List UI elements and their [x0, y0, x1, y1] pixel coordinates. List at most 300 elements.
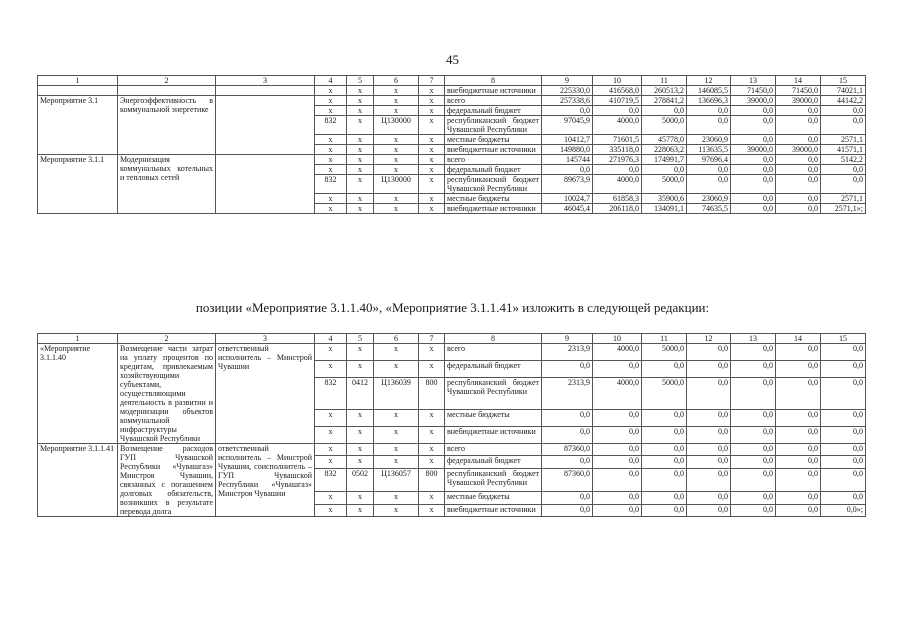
- amount-cell: 61858,3: [593, 194, 642, 204]
- code-cell: x: [347, 96, 374, 106]
- column-number-4: 4: [315, 76, 347, 86]
- column-number-3: 3: [216, 334, 315, 344]
- funding-source: внебюджетные источники: [445, 204, 542, 214]
- measure-name: Мероприятие 3.1.1.41: [38, 444, 118, 517]
- code-cell: x: [315, 360, 347, 377]
- column-number-13: 13: [731, 76, 776, 86]
- funding-source: внебюджетные источники: [445, 86, 542, 96]
- amount-cell: 0,0: [687, 344, 731, 361]
- funding-source: всего: [445, 96, 542, 106]
- code-cell: x: [315, 492, 347, 504]
- amount-cell: 0,0: [821, 344, 866, 361]
- code-cell: x: [419, 155, 445, 165]
- code-cell: x: [315, 444, 347, 456]
- code-cell: x: [315, 135, 347, 145]
- funding-source: республиканский бюджет Чувашской Республики: [445, 175, 542, 194]
- funding-source: местные бюджеты: [445, 135, 542, 145]
- column-number-8: 8: [445, 334, 542, 344]
- code-cell: Ц130000: [374, 175, 419, 194]
- code-cell: 832: [315, 468, 347, 492]
- code-cell: x: [347, 492, 374, 504]
- code-cell: x: [419, 204, 445, 214]
- code-cell: x: [419, 492, 445, 504]
- code-cell: x: [419, 106, 445, 116]
- amount-cell: 5142,2: [821, 155, 866, 165]
- amount-cell: 0,0: [731, 116, 776, 135]
- amount-cell: 4000,0: [593, 116, 642, 135]
- column-number-8: 8: [445, 76, 542, 86]
- measure-name: [38, 86, 118, 96]
- code-cell: 832: [315, 175, 347, 194]
- amount-cell: 2571,1»;: [821, 204, 866, 214]
- amount-cell: 71601,5: [593, 135, 642, 145]
- column-number-6: 6: [374, 334, 419, 344]
- code-cell: x: [374, 427, 419, 444]
- column-number-9: 9: [542, 76, 593, 86]
- amount-cell: 0,0: [731, 204, 776, 214]
- column-number-15: 15: [821, 76, 866, 86]
- amount-cell: 0,0: [776, 106, 821, 116]
- column-number-9: 9: [542, 334, 593, 344]
- funding-source: местные бюджеты: [445, 410, 542, 427]
- funding-source: федеральный бюджет: [445, 360, 542, 377]
- amount-cell: 0,0: [642, 106, 687, 116]
- code-cell: x: [347, 86, 374, 96]
- amount-cell: 113635,5: [687, 145, 731, 155]
- amount-cell: 0,0: [776, 116, 821, 135]
- code-cell: x: [347, 444, 374, 456]
- column-number-2: 2: [118, 76, 216, 86]
- funding-source: внебюджетные источники: [445, 427, 542, 444]
- amount-cell: 0,0: [821, 116, 866, 135]
- amount-cell: 0,0: [731, 444, 776, 456]
- code-cell: x: [374, 444, 419, 456]
- amount-cell: 0,0: [731, 377, 776, 409]
- code-cell: x: [347, 204, 374, 214]
- code-cell: x: [315, 165, 347, 175]
- code-cell: Ц130000: [374, 116, 419, 135]
- amount-cell: 0,0: [731, 468, 776, 492]
- amount-cell: 0,0: [593, 444, 642, 456]
- column-number-12: 12: [687, 76, 731, 86]
- amount-cell: 2571,1: [821, 194, 866, 204]
- amount-cell: 136696,3: [687, 96, 731, 106]
- column-number-14: 14: [776, 76, 821, 86]
- table-row: [38, 344, 866, 361]
- amount-cell: 41571,1: [821, 145, 866, 155]
- amount-cell: 0,0: [687, 175, 731, 194]
- amount-cell: 4000,0: [593, 344, 642, 361]
- amount-cell: 0,0: [821, 360, 866, 377]
- funding-source: республиканский бюджет Чувашской Республики: [445, 468, 542, 492]
- code-cell: x: [347, 344, 374, 361]
- funding-source: республиканский бюджет Чувашской Республики: [445, 116, 542, 135]
- code-cell: x: [374, 96, 419, 106]
- code-cell: x: [374, 204, 419, 214]
- code-cell: x: [419, 427, 445, 444]
- amount-cell: 0,0: [731, 175, 776, 194]
- amount-cell: 0,0: [821, 456, 866, 468]
- amount-cell: 0,0: [731, 504, 776, 516]
- amount-cell: 0,0: [731, 410, 776, 427]
- amount-cell: 45778,0: [642, 135, 687, 145]
- code-cell: x: [374, 344, 419, 361]
- code-cell: x: [347, 116, 374, 135]
- amount-cell: 257338,6: [542, 96, 593, 106]
- amount-cell: 0,0: [593, 504, 642, 516]
- amount-cell: 87360,0: [542, 444, 593, 456]
- amount-cell: 0,0: [642, 468, 687, 492]
- amount-cell: 0,0: [776, 344, 821, 361]
- code-cell: Ц136039: [374, 377, 419, 409]
- amount-cell: 0,0: [776, 444, 821, 456]
- amount-cell: 0,0: [542, 456, 593, 468]
- column-number-3: 3: [216, 76, 315, 86]
- amount-cell: 0,0: [687, 410, 731, 427]
- amount-cell: 0,0: [731, 135, 776, 145]
- amount-cell: 0,0: [776, 360, 821, 377]
- column-number-11: 11: [642, 76, 687, 86]
- code-cell: x: [419, 444, 445, 456]
- code-cell: x: [374, 410, 419, 427]
- code-cell: x: [419, 165, 445, 175]
- column-number-6: 6: [374, 76, 419, 86]
- amount-cell: 0,0: [593, 410, 642, 427]
- amount-cell: 0,0: [776, 175, 821, 194]
- amount-cell: 0,0: [542, 504, 593, 516]
- amount-cell: 74021,1: [821, 86, 866, 96]
- measure-description: Модернизация коммунальных котельных и тепловых сетей: [118, 155, 216, 214]
- amount-cell: 260513,2: [642, 86, 687, 96]
- amount-cell: 0,0»;: [821, 504, 866, 516]
- code-cell: x: [347, 145, 374, 155]
- amount-cell: 46045,4: [542, 204, 593, 214]
- instruction-text: позиции «Мероприятие 3.1.1.40», «Мероприятие 3.1.1.41» изложить в следующей редакции:: [195, 300, 710, 315]
- amount-cell: 0,0: [593, 106, 642, 116]
- amount-cell: 0,0: [593, 165, 642, 175]
- amount-cell: 5000,0: [642, 377, 687, 409]
- amount-cell: 0,0: [687, 165, 731, 175]
- amount-cell: 23060,9: [687, 135, 731, 145]
- column-number-13: 13: [731, 334, 776, 344]
- amount-cell: 0,0: [821, 492, 866, 504]
- column-number-7: 7: [419, 334, 445, 344]
- funding-source: внебюджетные источники: [445, 504, 542, 516]
- code-cell: x: [315, 410, 347, 427]
- amount-cell: 271976,3: [593, 155, 642, 165]
- column-number-11: 11: [642, 334, 687, 344]
- amount-cell: 0,0: [731, 427, 776, 444]
- code-cell: x: [347, 175, 374, 194]
- amount-cell: 39000,0: [776, 145, 821, 155]
- responsible-executor: ответственный исполнитель – Минстрой Чувашии: [216, 344, 315, 444]
- code-cell: x: [374, 86, 419, 96]
- funding-source: внебюджетные источники: [445, 145, 542, 155]
- column-number-10: 10: [593, 334, 642, 344]
- amount-cell: 149880,0: [542, 145, 593, 155]
- amount-cell: 0,0: [642, 456, 687, 468]
- amount-cell: 5000,0: [642, 175, 687, 194]
- amount-cell: 0,0: [542, 492, 593, 504]
- amount-cell: 146085,5: [687, 86, 731, 96]
- code-cell: x: [419, 135, 445, 145]
- amount-cell: 145744: [542, 155, 593, 165]
- code-cell: x: [374, 155, 419, 165]
- table-row: [38, 96, 866, 106]
- amount-cell: 74635,5: [687, 204, 731, 214]
- amount-cell: 5000,0: [642, 116, 687, 135]
- column-number-10: 10: [593, 76, 642, 86]
- amount-cell: 39000,0: [731, 145, 776, 155]
- amount-cell: 0,0: [776, 204, 821, 214]
- column-number-12: 12: [687, 334, 731, 344]
- amount-cell: 0,0: [687, 360, 731, 377]
- responsible-executor: [216, 155, 315, 214]
- amount-cell: 0,0: [542, 410, 593, 427]
- amount-cell: 97696,4: [687, 155, 731, 165]
- table-row: [38, 155, 866, 165]
- column-number-15: 15: [821, 334, 866, 344]
- amount-cell: 0,0: [731, 194, 776, 204]
- amount-cell: 0,0: [821, 444, 866, 456]
- measure-description: Энергоэффективность в коммунальной энергетике: [118, 96, 216, 155]
- code-cell: x: [315, 344, 347, 361]
- code-cell: x: [315, 96, 347, 106]
- responsible-executor: ответственный исполнитель – Минстрой Чувашии, соисполнитель – ГУП Чувашской Республики «Чувашгаз» Минстроя Чувашии: [216, 444, 315, 517]
- amount-cell: 39000,0: [731, 96, 776, 106]
- amount-cell: 228063,2: [642, 145, 687, 155]
- funding-source: федеральный бюджет: [445, 456, 542, 468]
- table-row: [38, 444, 866, 456]
- amount-cell: 0,0: [593, 492, 642, 504]
- amount-cell: 0,0: [776, 504, 821, 516]
- amount-cell: 206118,0: [593, 204, 642, 214]
- code-cell: x: [347, 165, 374, 175]
- amount-cell: 0,0: [642, 410, 687, 427]
- code-cell: x: [347, 410, 374, 427]
- amount-cell: 0,0: [731, 360, 776, 377]
- amount-cell: 0,0: [776, 135, 821, 145]
- amount-cell: 0,0: [687, 468, 731, 492]
- measure-name: Мероприятие 3.1: [38, 96, 118, 155]
- amount-cell: 0,0: [776, 492, 821, 504]
- amount-cell: 0,0: [687, 116, 731, 135]
- amount-cell: 278841,2: [642, 96, 687, 106]
- code-cell: x: [347, 106, 374, 116]
- funding-source: местные бюджеты: [445, 492, 542, 504]
- table2-body: [38, 334, 866, 517]
- amount-cell: 0,0: [687, 377, 731, 409]
- code-cell: x: [419, 504, 445, 516]
- amount-cell: 0,0: [776, 468, 821, 492]
- amount-cell: 335118,0: [593, 145, 642, 155]
- amount-cell: 4000,0: [593, 377, 642, 409]
- code-cell: x: [419, 175, 445, 194]
- measure-description: [118, 86, 216, 96]
- code-cell: x: [315, 504, 347, 516]
- code-cell: x: [315, 427, 347, 444]
- column-number-row: [38, 76, 866, 86]
- amount-cell: 39000,0: [776, 96, 821, 106]
- column-number-2: 2: [118, 334, 216, 344]
- amount-cell: 0,0: [731, 344, 776, 361]
- column-number-1: 1: [38, 76, 118, 86]
- amount-cell: 2571,1: [821, 135, 866, 145]
- amount-cell: 225330,0: [542, 86, 593, 96]
- amount-cell: 0,0: [687, 444, 731, 456]
- code-cell: x: [347, 504, 374, 516]
- amount-cell: 71450,0: [731, 86, 776, 96]
- code-cell: x: [374, 360, 419, 377]
- code-cell: x: [374, 165, 419, 175]
- amount-cell: 4000,0: [593, 175, 642, 194]
- amount-cell: 0,0: [821, 468, 866, 492]
- amount-cell: 0,0: [821, 410, 866, 427]
- budget-table-1: [37, 75, 866, 214]
- responsible-executor: [216, 96, 315, 155]
- code-cell: x: [315, 204, 347, 214]
- amount-cell: 410719,5: [593, 96, 642, 106]
- table-row: [38, 86, 866, 96]
- amount-cell: 0,0: [821, 165, 866, 175]
- amount-cell: 89673,9: [542, 175, 593, 194]
- code-cell: 0412: [347, 377, 374, 409]
- amount-cell: 0,0: [593, 427, 642, 444]
- amount-cell: 87360,0: [542, 468, 593, 492]
- amount-cell: 0,0: [687, 504, 731, 516]
- code-cell: x: [374, 456, 419, 468]
- amount-cell: 0,0: [776, 165, 821, 175]
- code-cell: x: [347, 456, 374, 468]
- code-cell: x: [374, 504, 419, 516]
- amount-cell: 10412,7: [542, 135, 593, 145]
- amount-cell: 0,0: [687, 492, 731, 504]
- code-cell: x: [315, 145, 347, 155]
- code-cell: 832: [315, 377, 347, 409]
- code-cell: x: [347, 135, 374, 145]
- amount-cell: 0,0: [776, 427, 821, 444]
- responsible-executor: [216, 86, 315, 96]
- code-cell: x: [374, 145, 419, 155]
- column-number-5: 5: [347, 76, 374, 86]
- amount-cell: 134091,1: [642, 204, 687, 214]
- code-cell: x: [419, 410, 445, 427]
- amount-cell: 0,0: [731, 165, 776, 175]
- amount-cell: 0,0: [776, 377, 821, 409]
- amount-cell: 5000,0: [642, 344, 687, 361]
- code-cell: 832: [315, 116, 347, 135]
- code-cell: x: [419, 344, 445, 361]
- amount-cell: 0,0: [776, 155, 821, 165]
- amount-cell: 0,0: [687, 427, 731, 444]
- code-cell: 800: [419, 377, 445, 409]
- code-cell: Ц136057: [374, 468, 419, 492]
- amount-cell: 0,0: [593, 468, 642, 492]
- measure-description: Возмещение части затрат на уплату процентов по кредитам, привлекаемым хозяйствующими субъектами, осуществляющими деятельность в развитии и модернизации объектов коммунальной инфраструктуры Чувашской Республики: [118, 344, 216, 444]
- column-number-row: [38, 334, 866, 344]
- amount-cell: 0,0: [776, 194, 821, 204]
- amount-cell: 0,0: [542, 427, 593, 444]
- amount-cell: 0,0: [642, 444, 687, 456]
- amount-cell: 97045,9: [542, 116, 593, 135]
- code-cell: x: [374, 106, 419, 116]
- code-cell: x: [419, 116, 445, 135]
- amount-cell: 0,0: [642, 492, 687, 504]
- funding-source: федеральный бюджет: [445, 106, 542, 116]
- column-number-5: 5: [347, 334, 374, 344]
- amount-cell: 71450,0: [776, 86, 821, 96]
- amount-cell: 0,0: [821, 106, 866, 116]
- measure-description: Возмещение расходов ГУП Чувашской Республики «Чувашгаз» Минстроя Чувашии, связанных с погашением долговых обязательств, возникших в результате перевода долга: [118, 444, 216, 517]
- amount-cell: 44142,2: [821, 96, 866, 106]
- measure-name: Мероприятие 3.1.1: [38, 155, 118, 214]
- amount-cell: 416568,0: [593, 86, 642, 96]
- amount-cell: 0,0: [776, 410, 821, 427]
- amount-cell: 0,0: [542, 165, 593, 175]
- funding-source: всего: [445, 444, 542, 456]
- code-cell: x: [374, 492, 419, 504]
- code-cell: 0502: [347, 468, 374, 492]
- code-cell: 800: [419, 468, 445, 492]
- amount-cell: 23060,9: [687, 194, 731, 204]
- amount-cell: 0,0: [642, 504, 687, 516]
- amount-cell: 0,0: [821, 427, 866, 444]
- code-cell: x: [419, 86, 445, 96]
- code-cell: x: [374, 135, 419, 145]
- code-cell: x: [315, 86, 347, 96]
- page-number: 45: [446, 52, 459, 67]
- amount-cell: 0,0: [593, 456, 642, 468]
- code-cell: x: [374, 194, 419, 204]
- amount-cell: 0,0: [821, 175, 866, 194]
- amount-cell: 0,0: [731, 155, 776, 165]
- code-cell: x: [419, 360, 445, 377]
- code-cell: x: [419, 194, 445, 204]
- column-number-4: 4: [315, 334, 347, 344]
- column-number-1: 1: [38, 334, 118, 344]
- amount-cell: 0,0: [542, 360, 593, 377]
- amount-cell: 35900,6: [642, 194, 687, 204]
- table1-body: [38, 76, 866, 214]
- code-cell: x: [347, 194, 374, 204]
- code-cell: x: [419, 456, 445, 468]
- funding-source: республиканский бюджет Чувашской Республики: [445, 377, 542, 409]
- amount-cell: 0,0: [776, 456, 821, 468]
- code-cell: x: [419, 145, 445, 155]
- funding-source: всего: [445, 155, 542, 165]
- amount-cell: 174991,7: [642, 155, 687, 165]
- funding-source: федеральный бюджет: [445, 165, 542, 175]
- amount-cell: 0,0: [642, 165, 687, 175]
- amount-cell: 0,0: [642, 427, 687, 444]
- amount-cell: 0,0: [542, 106, 593, 116]
- amount-cell: 0,0: [731, 106, 776, 116]
- code-cell: x: [347, 155, 374, 165]
- funding-source: местные бюджеты: [445, 194, 542, 204]
- amount-cell: 0,0: [731, 456, 776, 468]
- funding-source: всего: [445, 344, 542, 361]
- code-cell: x: [347, 360, 374, 377]
- measure-name: «Мероприятие 3.1.1.40: [38, 344, 118, 444]
- code-cell: x: [419, 96, 445, 106]
- amount-cell: 0,0: [821, 377, 866, 409]
- column-number-7: 7: [419, 76, 445, 86]
- code-cell: x: [315, 155, 347, 165]
- amount-cell: 2313,9: [542, 377, 593, 409]
- amount-cell: 0,0: [687, 456, 731, 468]
- amount-cell: 10024,7: [542, 194, 593, 204]
- code-cell: x: [315, 194, 347, 204]
